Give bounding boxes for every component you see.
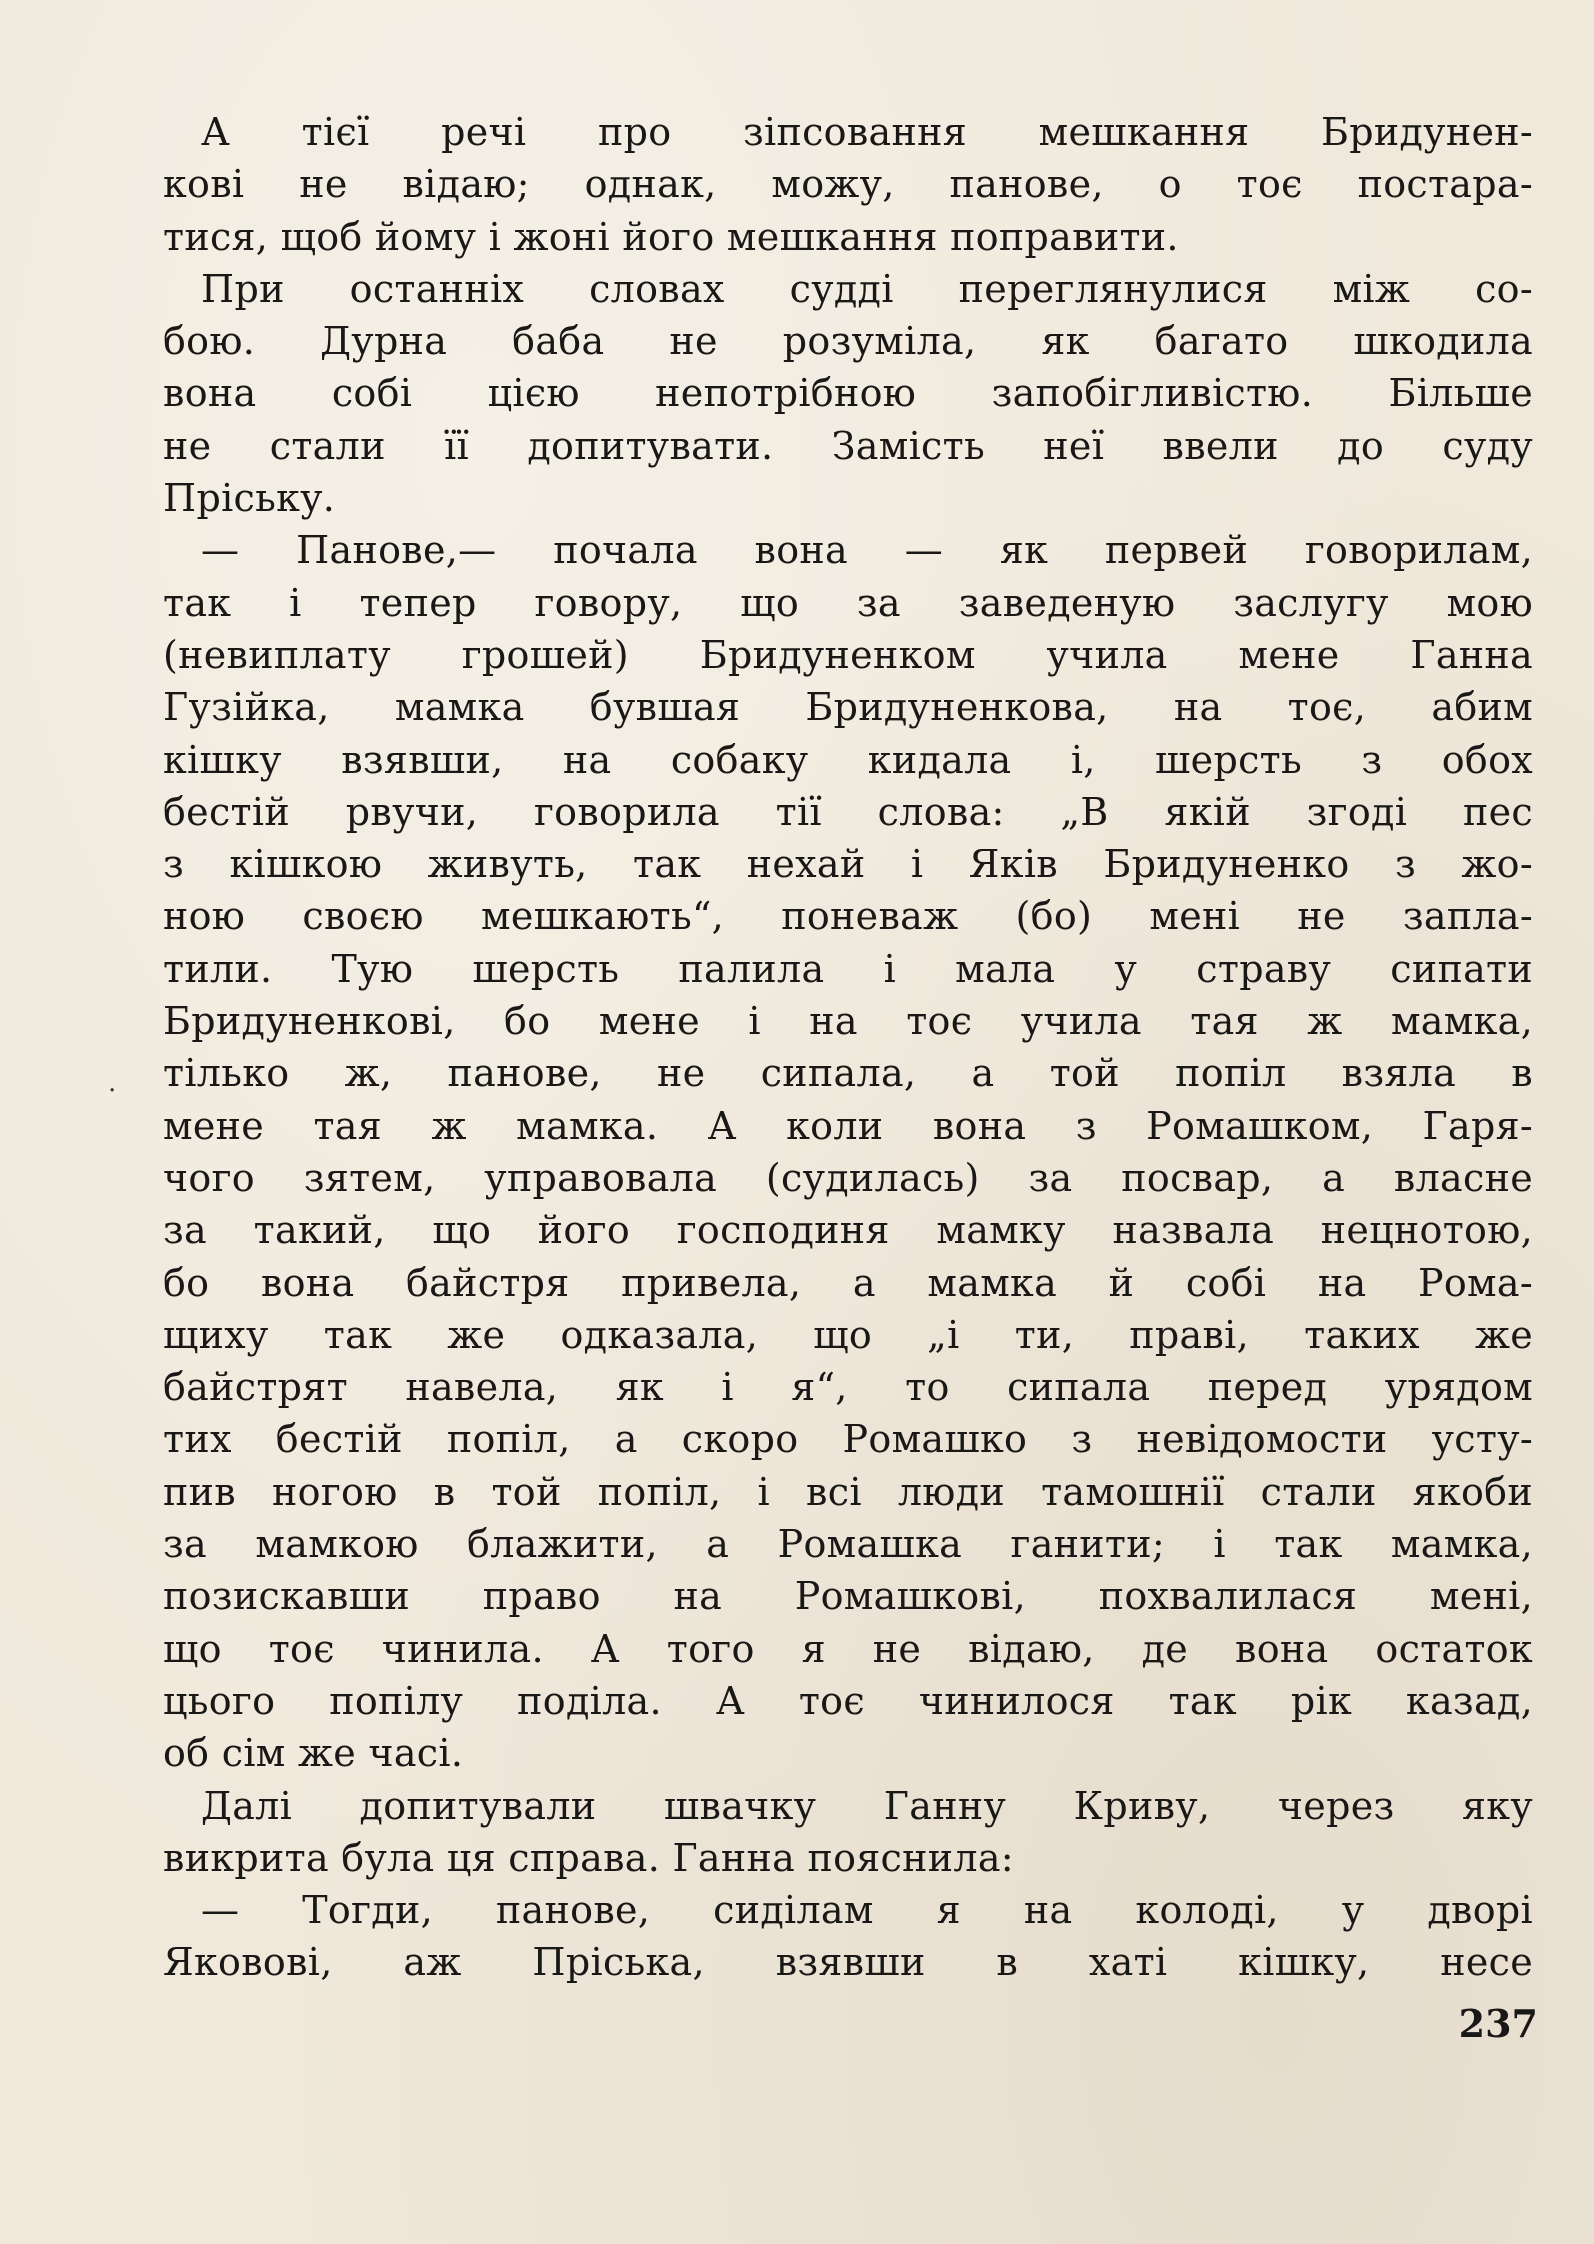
- text-line: Яковові, аж Пріська, взявши в хаті кішку, несе: [163, 1940, 1533, 1985]
- text-line: тили. Тую шерсть палила і мала у страву сипати: [163, 946, 1533, 991]
- text-line: ною своєю мешкають“, поневаж (бо) мені не запла-: [163, 894, 1533, 939]
- text-line: тілько ж, панове, не сипала, а той попіл взяла в: [163, 1051, 1533, 1096]
- text-line: При останніх словах судді переглянулися між со-: [201, 266, 1533, 311]
- text-line: Бридуненкові, бо мене і на тоє учила тая ж мамка,: [163, 999, 1533, 1044]
- text-line: так і тепер говору, що за заведеную заслугу мою: [163, 580, 1533, 625]
- text-line: тих бестій попіл, а скоро Ромашко з невідомости усту-: [163, 1417, 1533, 1462]
- text-line: тися, щоб йому і жоні його мешкання поправити.: [163, 214, 1179, 259]
- text-line: за мамкою блажити, а Ромашка ганити; і так мамка,: [163, 1522, 1533, 1567]
- text-line: за такий, що його господиня мамку назвала нецнотою,: [163, 1208, 1533, 1253]
- text-line: не стали її допитувати. Замість неї ввели до суду: [163, 423, 1533, 468]
- text-line: мене тая ж мамка. А коли вона з Ромашком, Гаря-: [163, 1103, 1533, 1148]
- text-line: вона собі цією непотрібною запобігливістю. Більше: [163, 371, 1533, 416]
- text-line: об сім же часі.: [163, 1731, 464, 1776]
- text-line: щиху так же одказала, що „і ти, праві, таких же: [163, 1312, 1533, 1357]
- text-line: позискавши право на Ромашкові, похвалилася мені,: [163, 1574, 1533, 1619]
- page-number: 237: [1458, 2001, 1538, 2046]
- text-line: Гузійка, мамка бувшая Бридуненкова, на тоє, абим: [163, 685, 1533, 730]
- text-line: байстрят навела, як і я“, то сипала перед урядом: [163, 1365, 1533, 1410]
- text-line: з кішкою живуть, так нехай і Яків Бридуненко з жо-: [163, 842, 1533, 887]
- text-line: — Тогди, панове, сиділам я на колоді, у дворі: [201, 1888, 1533, 1933]
- body-text: [163, 106, 1533, 1989]
- text-line: Далі допитували швачку Ганну Криву, через яку: [201, 1783, 1533, 1828]
- text-line: бо вона байстря привела, а мамка й собі на Рома-: [163, 1260, 1533, 1305]
- text-line: викрита була ця справа. Ганна пояснила:: [163, 1835, 1014, 1880]
- stray-mark: .: [108, 1068, 117, 1098]
- text-line: цього попілу поділа. А тоє чинилося так рік казад,: [163, 1678, 1533, 1723]
- text-line: — Панове,— почала вона — як первей говорилам,: [201, 528, 1533, 573]
- text-line: бестій рвучи, говорила тії слова: „В якій згоді пес: [163, 789, 1533, 834]
- text-line: А тієї речі про зіпсовання мешкання Бридунен-: [201, 110, 1533, 154]
- text-line: (невиплату грошей) Бридуненком учила мене Ганна: [163, 632, 1533, 677]
- text-line: бою. Дурна баба не розуміла, як багато шкодила: [163, 319, 1533, 364]
- text-line: що тоє чинила. А того я не відаю, де вона остаток: [163, 1626, 1533, 1671]
- text-line: Пріську.: [163, 476, 336, 521]
- text-line: пив ногою в той попіл, і всі люди тамошнії стали якоби: [163, 1469, 1533, 1514]
- text-line: кові не відаю; однак, можу, панове, о тоє постара-: [163, 162, 1533, 207]
- text-line: чого зятем, управовала (судилась) за посвар, а власне: [163, 1155, 1533, 1200]
- text-line: кішку взявши, на собаку кидала і, шерсть з обох: [163, 737, 1533, 782]
